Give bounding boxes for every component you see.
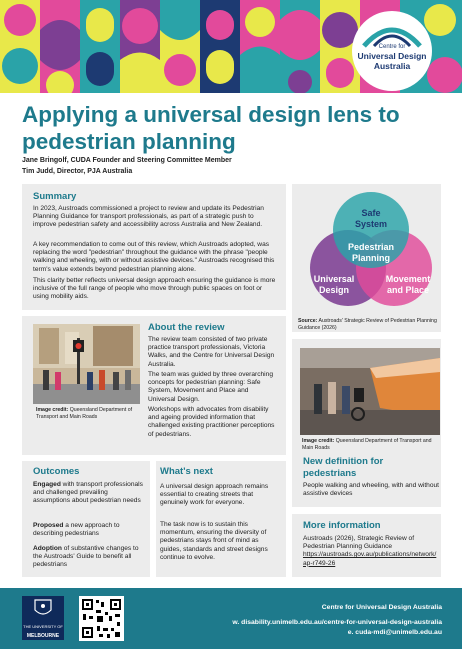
logo-line-3: Australia (373, 61, 411, 71)
about-paragraph-3: Workshops with advocates from disability and ageing provided information that challenged existing practitioner perceptions of pedestrians. (148, 406, 275, 438)
university-name-line-2: MELBOURNE (26, 633, 60, 639)
whats-next-heading: What's next (160, 466, 213, 477)
venn-source-text: Austroads' Strategic Review of Pedestrian Planning Guidance (2026) (298, 318, 437, 331)
summary-paragraph-3: This clarity better reflects universal design approach ensuring the guidance is more inclusive of the full range of people who move through public spaces on foot or using mobility aids. (33, 277, 276, 301)
about-paragraph-1: The review team consisted of two private practice transport professionals, Victoria Walks, and the Centre for Universal Design Australia. (148, 336, 275, 368)
more-info-reference: Austroads (2026), Strategic Review of Pedestrian Planning Guidance (303, 535, 415, 551)
summary-heading: Summary (33, 191, 77, 202)
qr-code-icon[interactable] (79, 596, 124, 641)
whats-next-paragraph-2: The task now is to sustain this momentum, ensuring the diversity of pedestrians stays front of mind as guides, standards and street designs continue to evolve. (160, 521, 268, 561)
venn-source-label: Source: (298, 318, 318, 324)
footer-organisation: Centre for Universal Design Australia (321, 604, 442, 611)
university-name-line-1: THE UNIVERSITY OF (23, 624, 63, 629)
logo-line-1: Centre for (378, 44, 406, 50)
right-credit-label: Image credit: (302, 438, 335, 444)
page-title: Applying a universal design lens to pedestrian planning (22, 102, 400, 154)
venn-source (298, 318, 438, 331)
about-paragraph-2: The team was guided by three overarching concepts for pedestrian planning: Safe System, Movement and Place and Universal Design. (148, 371, 273, 403)
venn-label-left-2: Design (318, 285, 350, 295)
summary-paragraph-1: In 2023, Austroads commissioned a project to review and update its Pedestrian Planning Guidance for transport professionals, as part of a strategic push to improve pedestrian safety and accessibility across Australia and New Zealand. (33, 205, 264, 229)
whats-next-paragraph-1: A universal design approach remains essential to creating streets that genuinely work for everyone. (160, 483, 269, 507)
more-info-heading: More information (303, 520, 381, 531)
author-1: Jane Bringolf, CUDA Founder and Steering Committee Member (22, 157, 232, 164)
outcome-3-keyword: Adoption (33, 545, 62, 552)
outcome-2-text: a new approach to describing pedestrians (33, 522, 120, 538)
venn-diagram (296, 186, 436, 312)
right-image-credit (302, 438, 437, 451)
about-heading: About the review (148, 322, 225, 333)
new-definition-text: People walking and wheeling, with and without assistive devices (303, 482, 439, 498)
summary-paragraph-2: A key recommendation to come out of this review, which Austroads adopted, was replacing the word "pedestrian" throughout the guidance with the phrase "people walking and wheeling, with or without assistive devices." Austroads recognised this term's value extends beyond pedestrian planning alone. (33, 241, 275, 273)
about-credit-label: Image credit: (36, 407, 69, 413)
logo-line-2: Universal Design (357, 51, 427, 61)
venn-label-top-1: Safe (361, 208, 381, 218)
author-2: Tim Judd, Director, PJA Australia (22, 168, 133, 175)
outcome-1 (33, 481, 145, 506)
outcome-1-keyword: Engaged (33, 481, 61, 488)
outcome-1-text: with transport professionals and challenged prevailing assumptions about pedestrian needs (33, 481, 143, 505)
outcome-2-keyword: Proposed (33, 522, 64, 529)
new-definition-heading: New definition for pedestrians (303, 456, 384, 479)
venn-label-top-2: System (354, 219, 388, 229)
university-crest-icon (22, 596, 64, 622)
outcome-3 (33, 545, 145, 570)
about-image-credit (36, 407, 141, 420)
more-info-text (303, 535, 439, 568)
venn-label-right-2: and Place (386, 285, 430, 295)
right-credit-text: Queensland Department of Transport and Main Roads (302, 438, 432, 451)
footer-email[interactable]: e. cuda-mdi@unimelb.edu.au (347, 629, 442, 636)
venn-label-centre-2: Planning (352, 253, 390, 263)
about-credit-text: Queensland Department of Transport and Main Roads (36, 407, 133, 420)
outcome-2 (33, 522, 145, 538)
more-info-link[interactable]: https://austroads.gov.au/publications/network/ap-r749-26 (303, 551, 437, 567)
outcomes-heading: Outcomes (33, 466, 80, 477)
venn-label-centre-1: Pedestrian (347, 242, 395, 252)
footer-website[interactable]: w. disability.unimelb.edu.au/centre-for-universal-design-australia (232, 619, 442, 626)
venn-label-right-1: Movement (385, 274, 431, 284)
street-crossing-photo (33, 324, 140, 404)
outcome-3-text: of substantive changes to the Austroads' Guide to benefit all pedestrians (33, 545, 139, 569)
venn-label-left-1: Universal (313, 274, 355, 284)
train-platform-photo (300, 348, 440, 435)
